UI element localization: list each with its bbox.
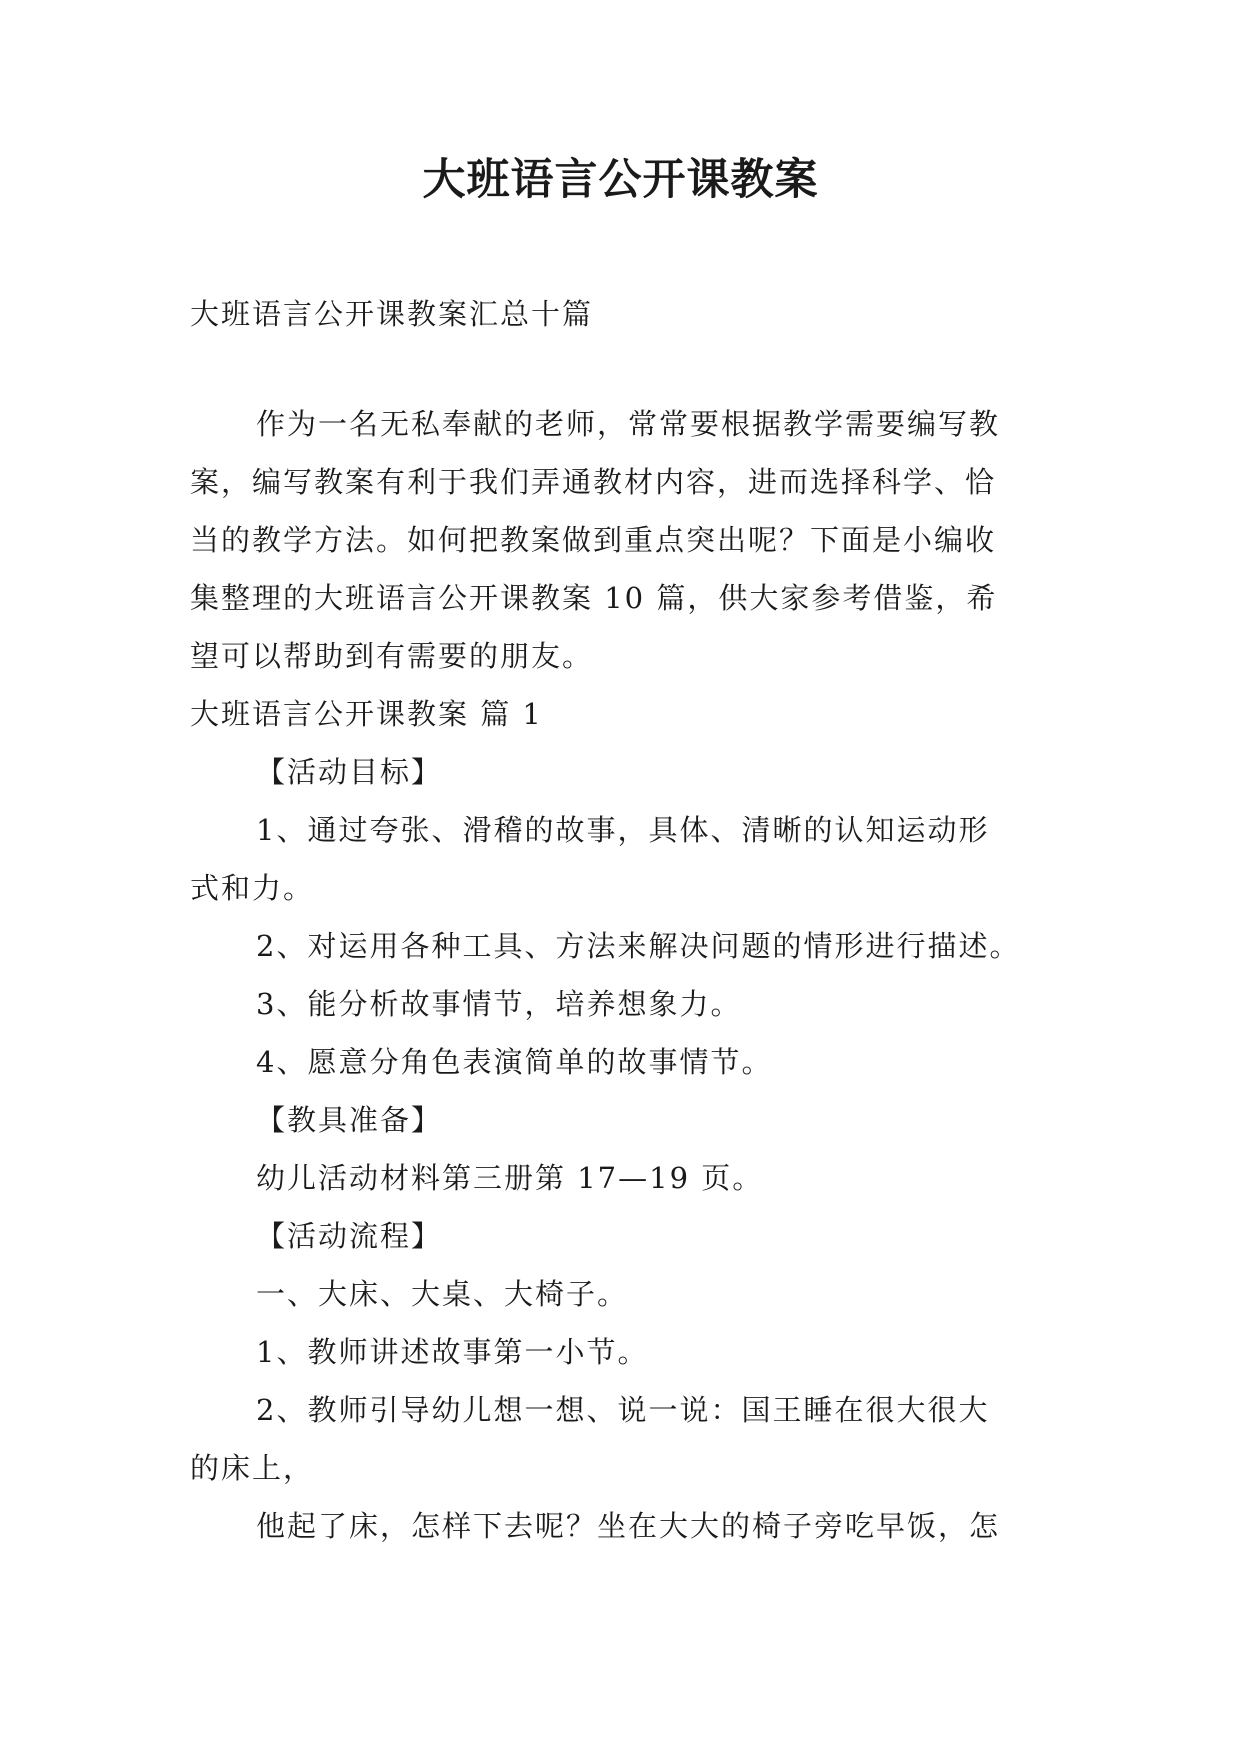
paragraph-spacer [190, 343, 1070, 395]
intro-line-2: 案，编写教案有利于我们弄通教材内容，进而选择科学、恰 [190, 465, 997, 499]
process-step-3-line-1: 他起了床，怎样下去呢？坐在大大的椅子旁吃早饭，怎 [256, 1509, 1001, 1543]
goals-heading: 【活动目标】 [256, 755, 443, 789]
goal-4: 4、愿意分角色表演简单的故事情节。 [256, 1045, 773, 1079]
intro-line-4: 集整理的大班语言公开课教案 10 篇，供大家参考借鉴，希 [190, 581, 998, 615]
document-subtitle: 大班语言公开课教案汇总十篇 [190, 297, 594, 331]
process-step-1: 1、教师讲述故事第一小节。 [256, 1335, 649, 1369]
intro-line-1: 作为一名无私奉献的老师，常常要根据教学需要编写教 [256, 407, 1001, 441]
process-step-2-line-2: 的床上， [190, 1451, 315, 1485]
materials-heading: 【教具准备】 [256, 1103, 443, 1137]
goal-3: 3、能分析故事情节，培养想象力。 [256, 987, 742, 1021]
process-step-2-line-1: 2、教师引导幼儿想一想、说一说：国王睡在很大很大 [256, 1393, 990, 1427]
document-title: 大班语言公开课教案 [422, 155, 819, 205]
goal-2: 2、对运用各种工具、方法来解决问题的情形进行描述。 [256, 929, 1021, 963]
section-heading: 大班语言公开课教案 篇 1 [190, 697, 543, 731]
goal-1-line-2: 式和力。 [190, 871, 315, 905]
intro-line-3: 当的教学方法。如何把教案做到重点突出呢？下面是小编收 [190, 523, 997, 557]
intro-line-5: 望可以帮助到有需要的朋友。 [190, 639, 594, 673]
goal-1-line-1: 1、通过夸张、滑稽的故事，具体、清晰的认知运动形 [256, 813, 990, 847]
process-heading: 【活动流程】 [256, 1219, 443, 1253]
materials-text: 幼儿活动材料第三册第 17—19 页。 [256, 1161, 764, 1195]
document-body [190, 285, 1070, 1555]
process-part-1: 一、大床、大桌、大椅子。 [256, 1277, 629, 1311]
